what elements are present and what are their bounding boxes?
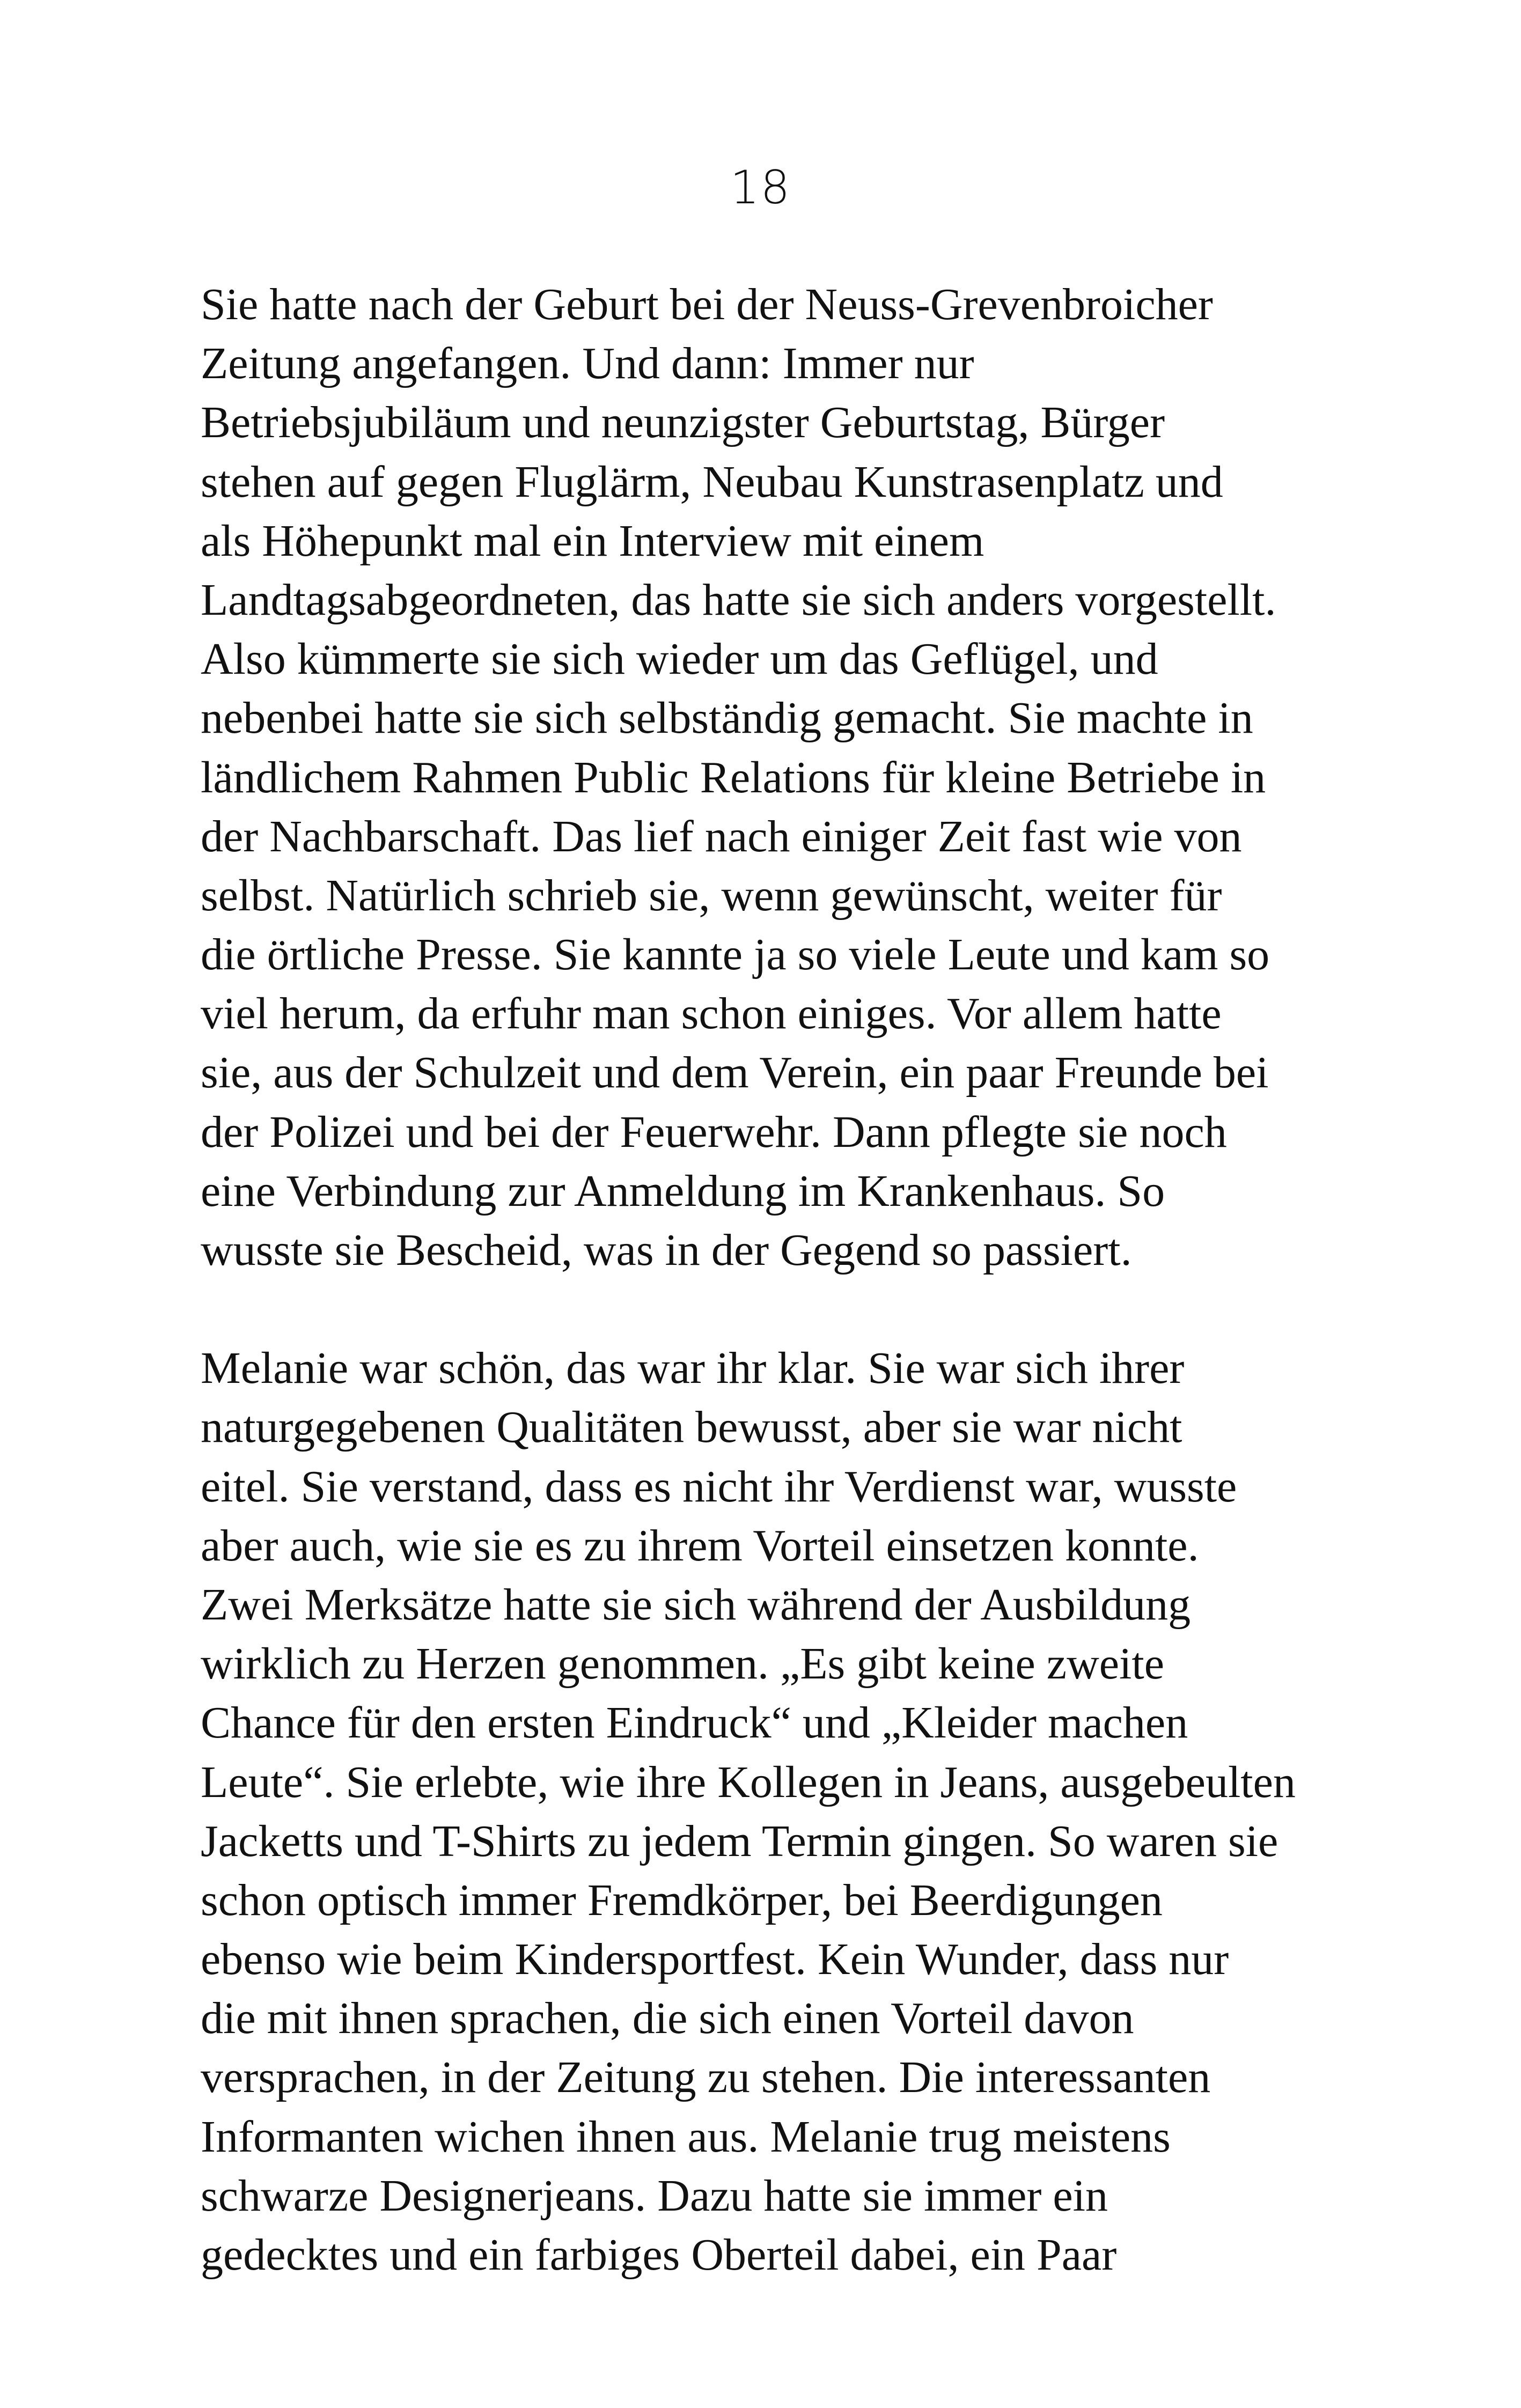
text-line: ländlichem Rahmen Public Relations für kleine Betriebe in [201, 752, 1266, 802]
paragraph-2 [201, 1339, 1381, 2285]
text-line: der Polizei und bei der Feuerwehr. Dann pflegte sie noch [201, 1107, 1227, 1157]
text-line: wirklich zu Herzen genommen. „Es gibt keine zweite [201, 1639, 1164, 1689]
text-line: Zeitung angefangen. Und dann: Immer nur [201, 338, 974, 389]
text-line: sie, aus der Schulzeit und dem Verein, ein paar Freunde bei [201, 1048, 1269, 1098]
body-text [201, 275, 1381, 2285]
text-line: ebenso wie beim Kindersportfest. Kein Wunder, dass nur [201, 1934, 1229, 1985]
text-line: Chance für den ersten Eindruck“ und „Kleider machen [201, 1698, 1188, 1748]
text-line: gedecktes und ein farbiges Oberteil dabei, ein Paar [201, 2230, 1117, 2280]
text-line: viel herum, da erfuhr man schon einiges. Vor allem hatte [201, 989, 1222, 1039]
text-line: schwarze Designerjeans. Dazu hatte sie immer ein [201, 2170, 1108, 2221]
text-line: Leute“. Sie erlebte, wie ihre Kollegen in Jeans, ausgebeulten [201, 1757, 1296, 1807]
text-line: Betriebsjubiläum und neunzigster Geburtstag, Bürger [201, 397, 1165, 448]
text-line: aber auch, wie sie es zu ihrem Vorteil einsetzen konnte. [201, 1520, 1199, 1571]
text-line: Zwei Merksätze hatte sie sich während der Ausbildung [201, 1579, 1191, 1630]
text-line: eitel. Sie verstand, dass es nicht ihr Verdienst war, wusste [201, 1461, 1237, 1512]
text-line: der Nachbarschaft. Das lief nach einiger Zeit fast wie von [201, 811, 1242, 861]
text-line: die mit ihnen sprachen, die sich einen Vorteil davon [201, 1993, 1134, 2044]
paragraph-1 [201, 275, 1381, 1280]
text-line: Also kümmerte sie sich wieder um das Geflügel, und [201, 634, 1158, 684]
text-line: Sie hatte nach der Geburt bei der Neuss-Grevenbroicher [201, 279, 1213, 329]
text-line: wusste sie Bescheid, was in der Gegend so passiert. [201, 1225, 1132, 1275]
text-line: Landtagsabgeordneten, das hatte sie sich anders vorgestellt. [201, 575, 1276, 625]
text-line: eine Verbindung zur Anmeldung im Krankenhaus. So [201, 1166, 1165, 1216]
text-line: selbst. Natürlich schrieb sie, wenn gewünscht, weiter für [201, 870, 1222, 921]
text-line: nebenbei hatte sie sich selbständig gemacht. Sie machte in [201, 693, 1253, 743]
text-line: Melanie war schön, das war ihr klar. Sie war sich ihrer [201, 1343, 1185, 1394]
text-line: schon optisch immer Fremdkörper, bei Beerdigungen [201, 1875, 1163, 1925]
text-line: die örtliche Presse. Sie kannte ja so viele Leute und kam so [201, 930, 1270, 980]
text-line: naturgegebenen Qualitäten bewusst, aber sie war nicht [201, 1402, 1182, 1453]
text-line: als Höhepunkt mal ein Interview mit einem [201, 516, 984, 566]
text-line: Informanten wichen ihnen aus. Melanie trug meistens [201, 2111, 1171, 2162]
text-line: Jacketts und T-Shirts zu jedem Termin gingen. So waren sie [201, 1816, 1278, 1866]
text-line: stehen auf gegen Fluglärm, Neubau Kunstrasenplatz und [201, 456, 1223, 507]
text-line: versprachen, in der Zeitung zu stehen. Die interessanten [201, 2052, 1211, 2103]
page-number: 18 [730, 161, 791, 215]
